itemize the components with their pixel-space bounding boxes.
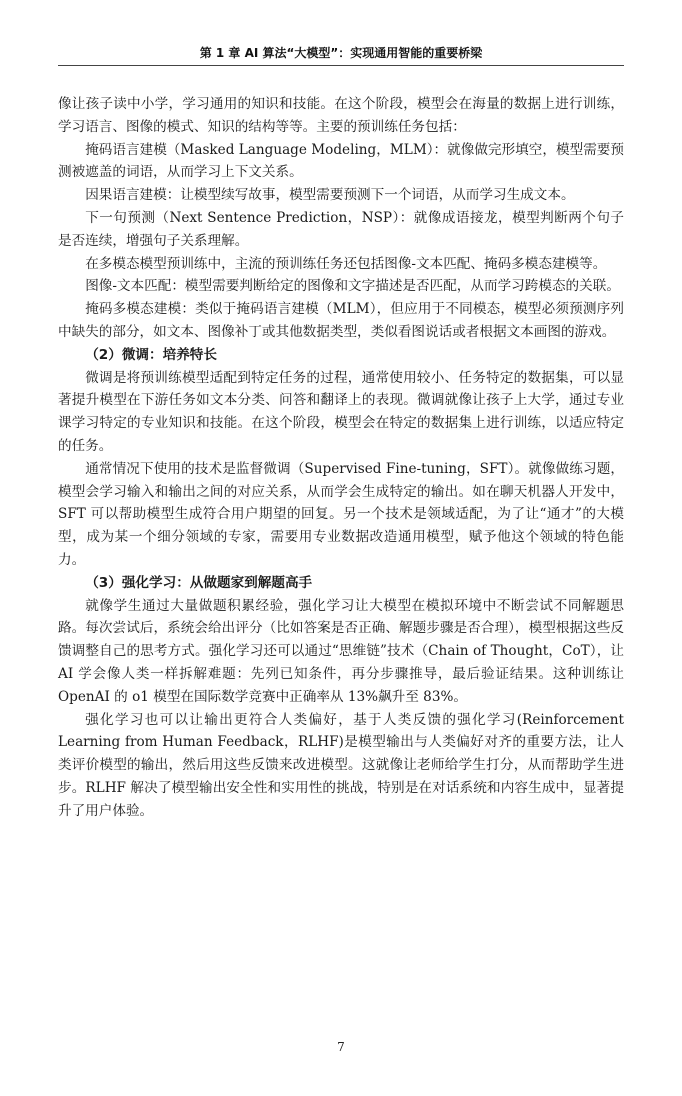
paragraph: 像让孩子读中小学，学习通用的知识和技能。在这个阶段，模型会在海量的数据上进行训练，学习语言、图像的模式、知识的结构等等。主要的预训练任务包括：	[58, 96, 624, 135]
paragraph: 在多模态模型预训练中，主流的预训练任务还包括图像-文本匹配、掩码多模态建模等。	[85, 255, 607, 272]
paragraph: 掩码多模态建模：类似于掩码语言建模（MLM），但应用于不同模态，模型必须预测序列中缺失的部分，如文本、图像补丁或其他数据类型，类似看图说话或者根据文本画图的游戏。	[58, 301, 624, 340]
paragraph: 微调是将预训练模型适配到特定任务的过程，通常使用较小、任务特定的数据集，可以显著提升模型在下游任务如文本分类、问答和翻译上的表现。微调就像让孩子上大学，通过专业课学习特定的专业知识和技能。在这个阶段，模型会在特定的数据集上进行训练，以适应特定的任务。	[58, 369, 624, 454]
section-heading-finetuning: （2）微调：培养特长	[85, 346, 217, 363]
running-header: 第 1 章 AI 算法“大模型”：实现通用智能的重要桥梁	[199, 46, 483, 60]
paragraph: 下一句预测（Next Sentence Prediction，NSP）：就像成语接龙，模型判断两个句子是否连续，增强句子关系理解。	[58, 209, 624, 249]
paragraph: 强化学习也可以让输出更符合人类偏好，基于人类反馈的强化学习(Reinforcement Learning from Human Feedback，RLHF)是模型输出与人类偏好对齐的重要方法，让人类评价模型的输出，然后用这些反馈来改进模型。这就像让老师给学生打分，从而帮助学生进步。RLHF 解决了模型输出安全性和实用性的挑战，特别是在对话系统和内容生成中，显著提升了用户体验。	[58, 711, 624, 819]
page-body	[58, 93, 624, 823]
paragraph: 通常情况下使用的技术是监督微调（Supervised Fine-tuning，SFT）。就像做练习题，模型会学习输入和输出之间的对应关系，从而学会生成特定的输出。如在聊天机器人开发中，SFT 可以帮助模型生成符合用户期望的回复。另一个技术是领域适配，为了让“通才”的大模型，成为某一个细分领域的专家，需要用专业数据改造通用模型，赋予他这个领域的特色能力。	[58, 460, 624, 568]
paragraph: 掩码语言建模（Masked Language Modeling，MLM）：就像做完形填空，模型需要预测被遮盖的词语，从而学习上下文关系。	[58, 141, 624, 181]
paragraph: 就像学生通过大量做题积累经验，强化学习让大模型在模拟环境中不断尝试不同解题思路。每次尝试后，系统会给出评分（比如答案是否正确、解题步骤是否合理），模型根据这些反馈调整自己的思考方式。强化学习还可以通过“思维链”技术（Chain of Thought，CoT），让 AI 学会像人类一样拆解难题：先列已知条件，再分步骤推导，最后验证结果。这种训练让 OpenAI 的 o1 模型在国际数学竞赛中正确率从 13%飙升至 83%。	[58, 597, 624, 705]
paragraph: 因果语言建模：让模型续写故事，模型需要预测下一个词语，从而学习生成文本。	[85, 187, 575, 204]
header-divider	[58, 65, 624, 66]
section-heading-reinforcement-learning: （3）强化学习：从做题家到解题高手	[85, 574, 313, 591]
paragraph: 图像-文本匹配：模型需要判断给定的图像和文字描述是否匹配，从而学习跨模态的关联。	[85, 278, 620, 295]
page-number: 7	[337, 1040, 345, 1054]
